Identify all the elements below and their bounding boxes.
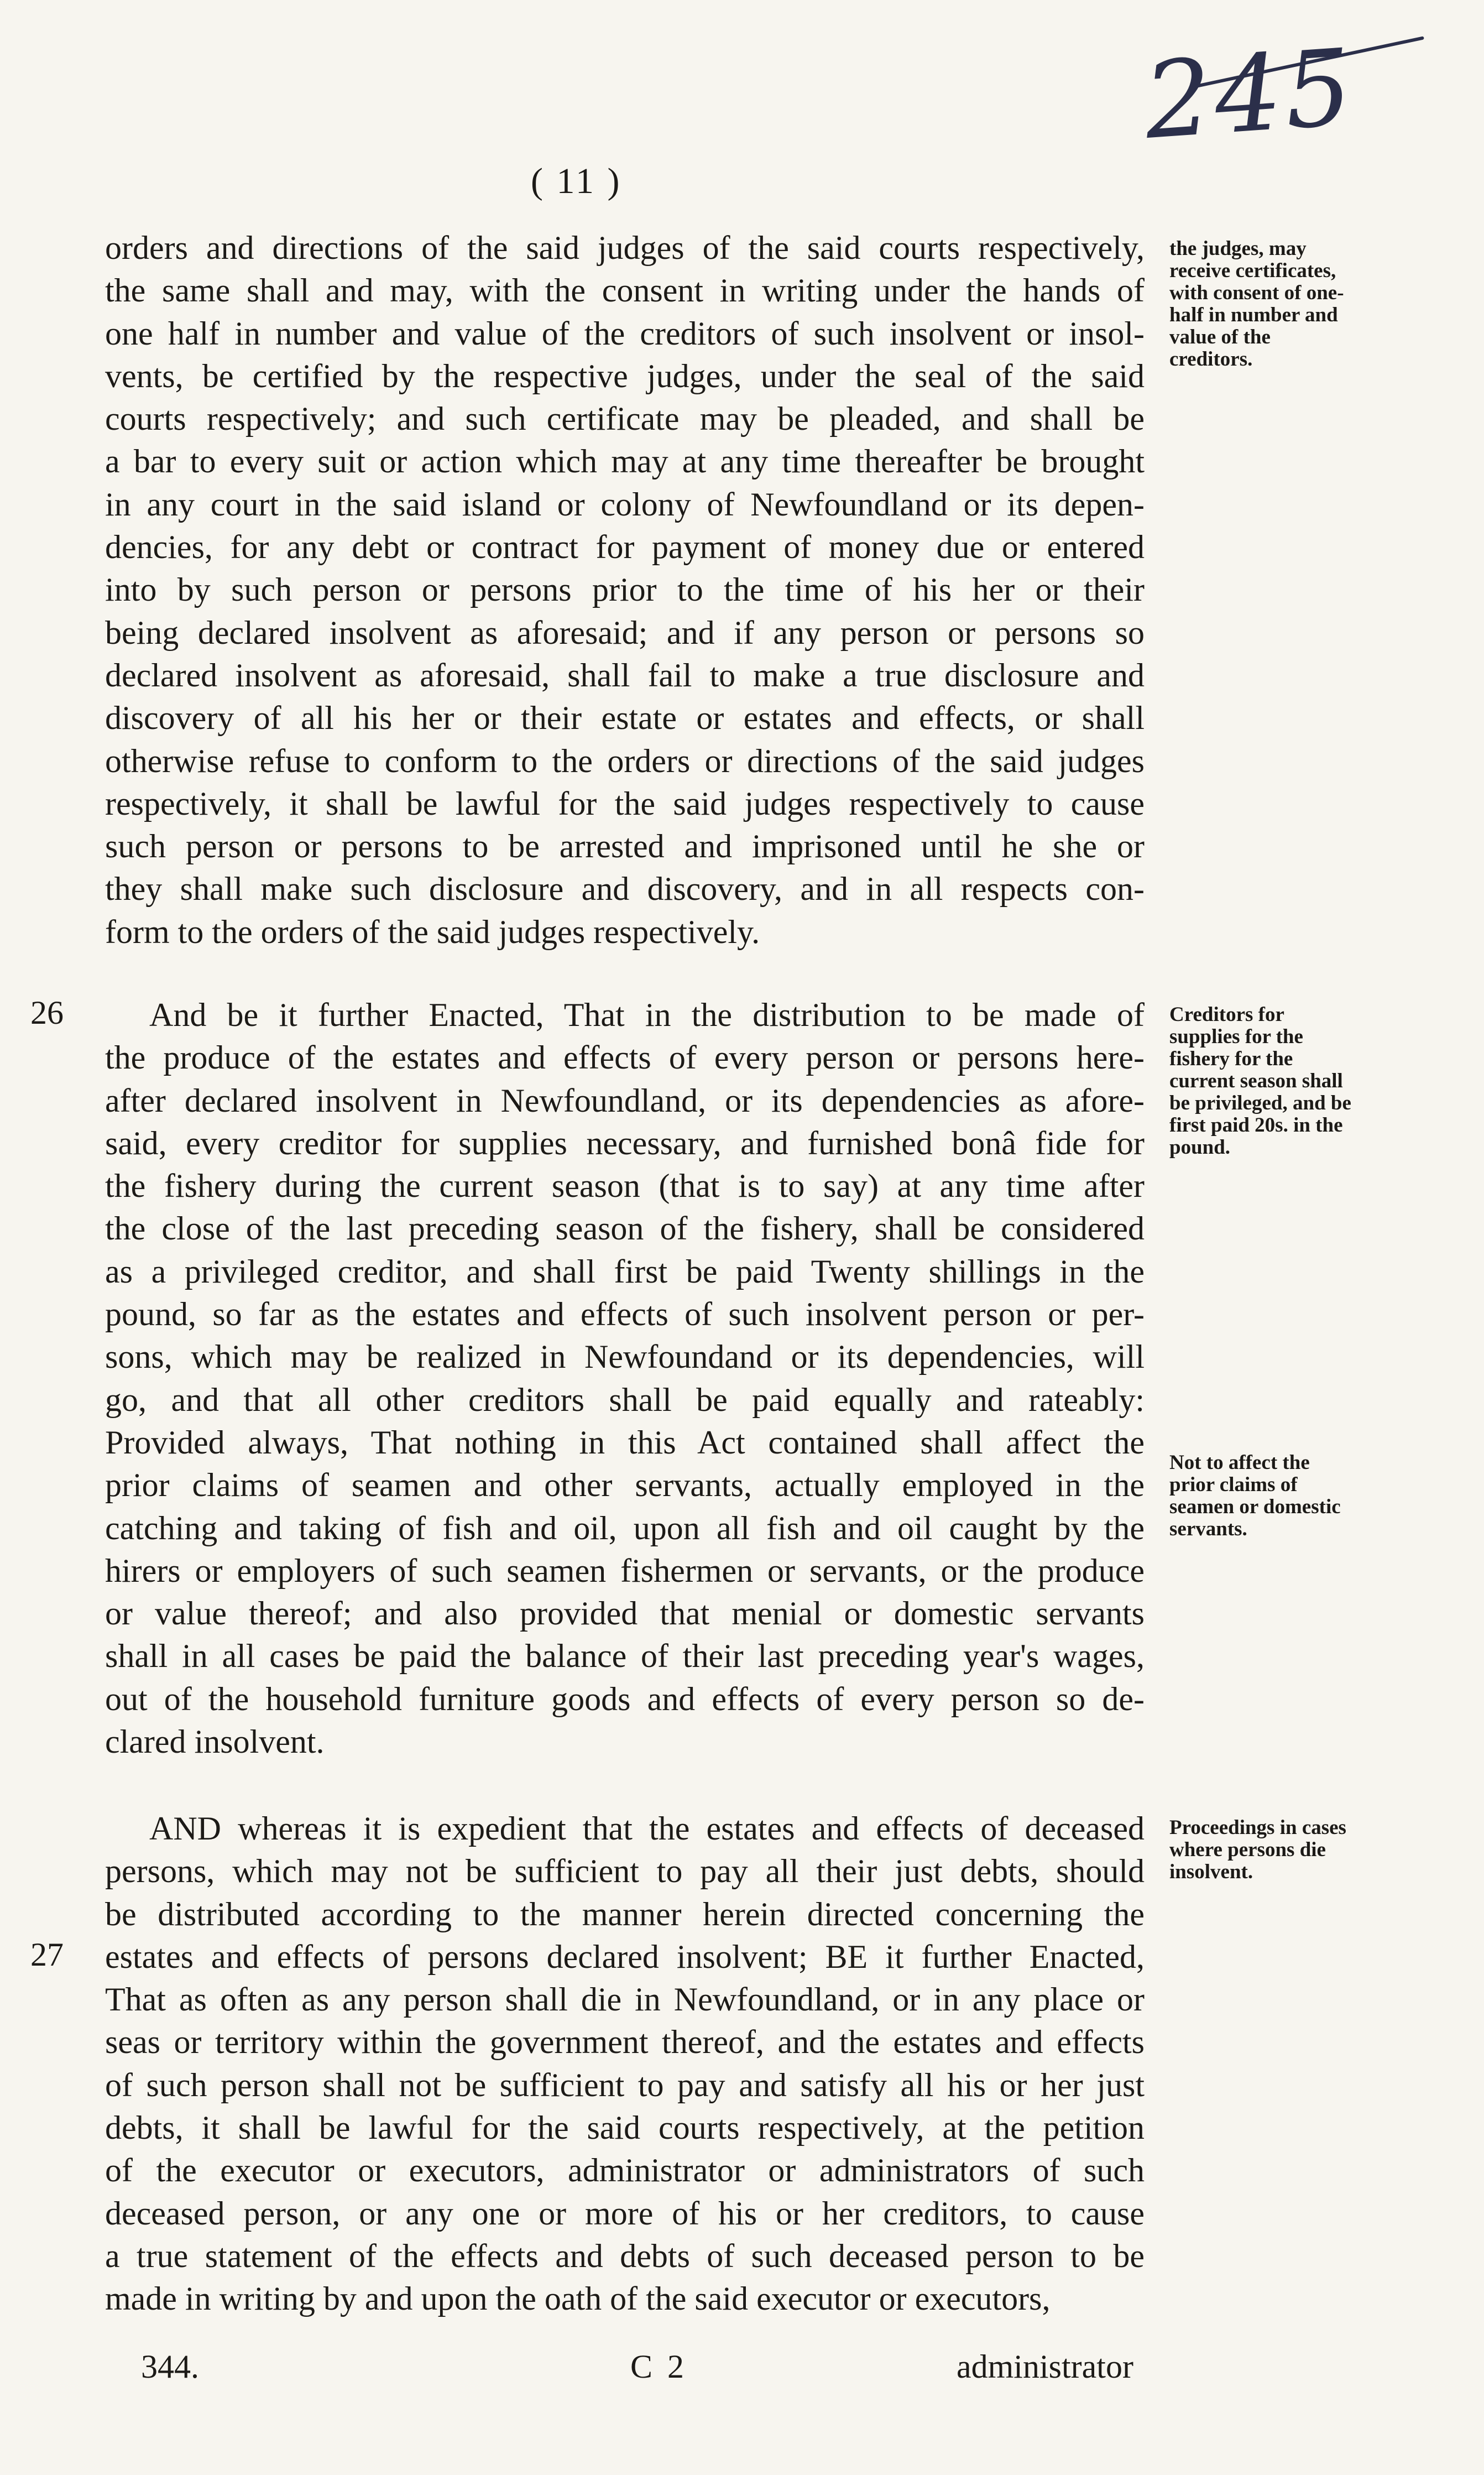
text-line: the produce of the estates and effects of every person or persons here- — [105, 1039, 1145, 1076]
text-line: made in writing by and upon the oath of the said executor or executors, — [105, 2280, 1051, 2317]
text-line: the close of the last preceding season of the fishery, shall be considered — [105, 1210, 1145, 1247]
footer-left-number: 344. — [141, 2348, 199, 2385]
text-line: of such person shall not be sufficient to pay and satisfy all his or her just — [105, 2066, 1145, 2103]
text-line: respectively, it shall be lawful for the said judges respectively to cause — [105, 785, 1145, 822]
text-line: out of the household furniture goods and effects of every person so de- — [105, 1680, 1145, 1717]
text-line: dencies, for any debt or contract for payment of money due or entered — [105, 529, 1145, 566]
margin-note-deceased-insolvent: Proceedings in cases where persons die insolvent. — [1169, 1816, 1346, 1883]
margin-note-privileged-creditors: Creditors for supplies for the fishery for the current season shall be privileged, and be first paid 20s. in the pound. — [1169, 1003, 1351, 1159]
paragraph-section-26 — [105, 994, 1145, 1763]
text-line: clared insolvent. — [105, 1723, 325, 1760]
text-line: Provided always, That nothing in this Act contained shall affect the — [105, 1424, 1145, 1461]
text-line: after declared insolvent in Newfoundland, or its dependencies as afore- — [105, 1082, 1145, 1119]
text-line: go, and that all other creditors shall be paid equally and rateably: — [105, 1381, 1145, 1418]
text-line: in any court in the said island or colony of Newfoundland or its depen- — [105, 486, 1145, 523]
text-line: estates and effects of persons declared insolvent; BE it further Enacted, — [105, 1938, 1145, 1975]
section-number-26: 26 — [30, 994, 64, 1031]
text-line: being declared insolvent as aforesaid; and if any person or persons so — [105, 614, 1145, 651]
section-number-27: 27 — [30, 1936, 64, 1973]
text-line: said, every creditor for supplies necessary, and furnished bonâ fide for — [105, 1124, 1145, 1161]
text-line: And be it further Enacted, That in the distribution to be made of — [149, 997, 1145, 1033]
text-line: a true statement of the effects and debts of such deceased person to be — [105, 2237, 1145, 2274]
text-line: of the executor or executors, administrator or administrators of such — [105, 2152, 1145, 2189]
text-line: courts respectively; and such certificate may be pleaded, and shall be — [105, 400, 1145, 437]
text-line: declared insolvent as aforesaid, shall fail to make a true disclosure and — [105, 656, 1145, 694]
text-line: the fishery during the current season (that is to say) at any time after — [105, 1168, 1145, 1205]
text-line: a bar to every suit or action which may at any time thereafter be brought — [105, 443, 1145, 480]
margin-note-judges-certificates: the judges, may receive certificates, with consent of one-half in number and value of the creditors. — [1169, 237, 1344, 371]
text-line: or value thereof; and also provided that menial or domestic servants — [105, 1595, 1145, 1632]
margin-note-seamen-servants: Not to affect the prior claims of seamen or domestic servants. — [1169, 1451, 1341, 1540]
text-line: catching and taking of fish and oil, upon all fish and oil caught by the — [105, 1509, 1145, 1546]
text-line: such person or persons to be arrested and imprisoned until he she or — [105, 828, 1145, 865]
text-line: shall in all cases be paid the balance of their last preceding year's wages, — [105, 1638, 1145, 1675]
text-line: seas or territory within the government thereof, and the estates and effects — [105, 2024, 1145, 2061]
text-line: vents, be certified by the respective judges, under the seal of the said — [105, 357, 1145, 394]
text-line: one half in number and value of the creditors of such insolvent or insol- — [105, 315, 1145, 352]
text-line: be distributed according to the manner herein directed concerning the — [105, 1895, 1145, 1932]
text-line: AND whereas it is expedient that the estates and effects of deceased — [149, 1810, 1145, 1847]
page-number: ( 11 ) — [531, 161, 622, 201]
text-line: pound, so far as the estates and effects of such insolvent person or per- — [105, 1296, 1145, 1333]
text-line: form to the orders of the said judges respectively. — [105, 913, 760, 950]
text-line: discovery of all his her or their estate or estates and effects, or shall — [105, 700, 1145, 737]
paragraph-continuation — [105, 227, 1145, 953]
text-line: into by such person or persons prior to the time of his her or their — [105, 571, 1145, 608]
text-line: deceased person, or any one or more of his or her creditors, to cause — [105, 2195, 1145, 2232]
text-line: otherwise refuse to conform to the orders or directions of the said judges — [105, 742, 1145, 779]
footer-signature-mark: C 2 — [630, 2348, 688, 2385]
footer-catchword: administrator — [957, 2348, 1133, 2385]
paragraph-section-27 — [105, 1807, 1145, 2321]
text-line: sons, which may be realized in Newfoundand or its dependencies, will — [105, 1338, 1145, 1375]
text-line: hirers or employers of such seamen fishermen or servants, or the produce — [105, 1552, 1145, 1589]
text-line: orders and directions of the said judges of the said courts respectively, — [105, 230, 1145, 266]
text-line: persons, which may not be sufficient to pay all their just debts, should — [105, 1853, 1145, 1890]
text-line: the same shall and may, with the consent in writing under the hands of — [105, 272, 1145, 309]
text-line: prior claims of seamen and other servants, actually employed in the — [105, 1467, 1145, 1504]
handwritten-folio: 245 — [1140, 25, 1359, 163]
text-line: as a privileged creditor, and shall first be paid Twenty shillings in the — [105, 1253, 1145, 1290]
text-line: they shall make such disclosure and discovery, and in all respects con- — [105, 871, 1145, 908]
text-line: debts, it shall be lawful for the said courts respectively, at the petition — [105, 2109, 1145, 2146]
text-line: That as often as any person shall die in Newfoundland, or in any place or — [105, 1981, 1145, 2018]
